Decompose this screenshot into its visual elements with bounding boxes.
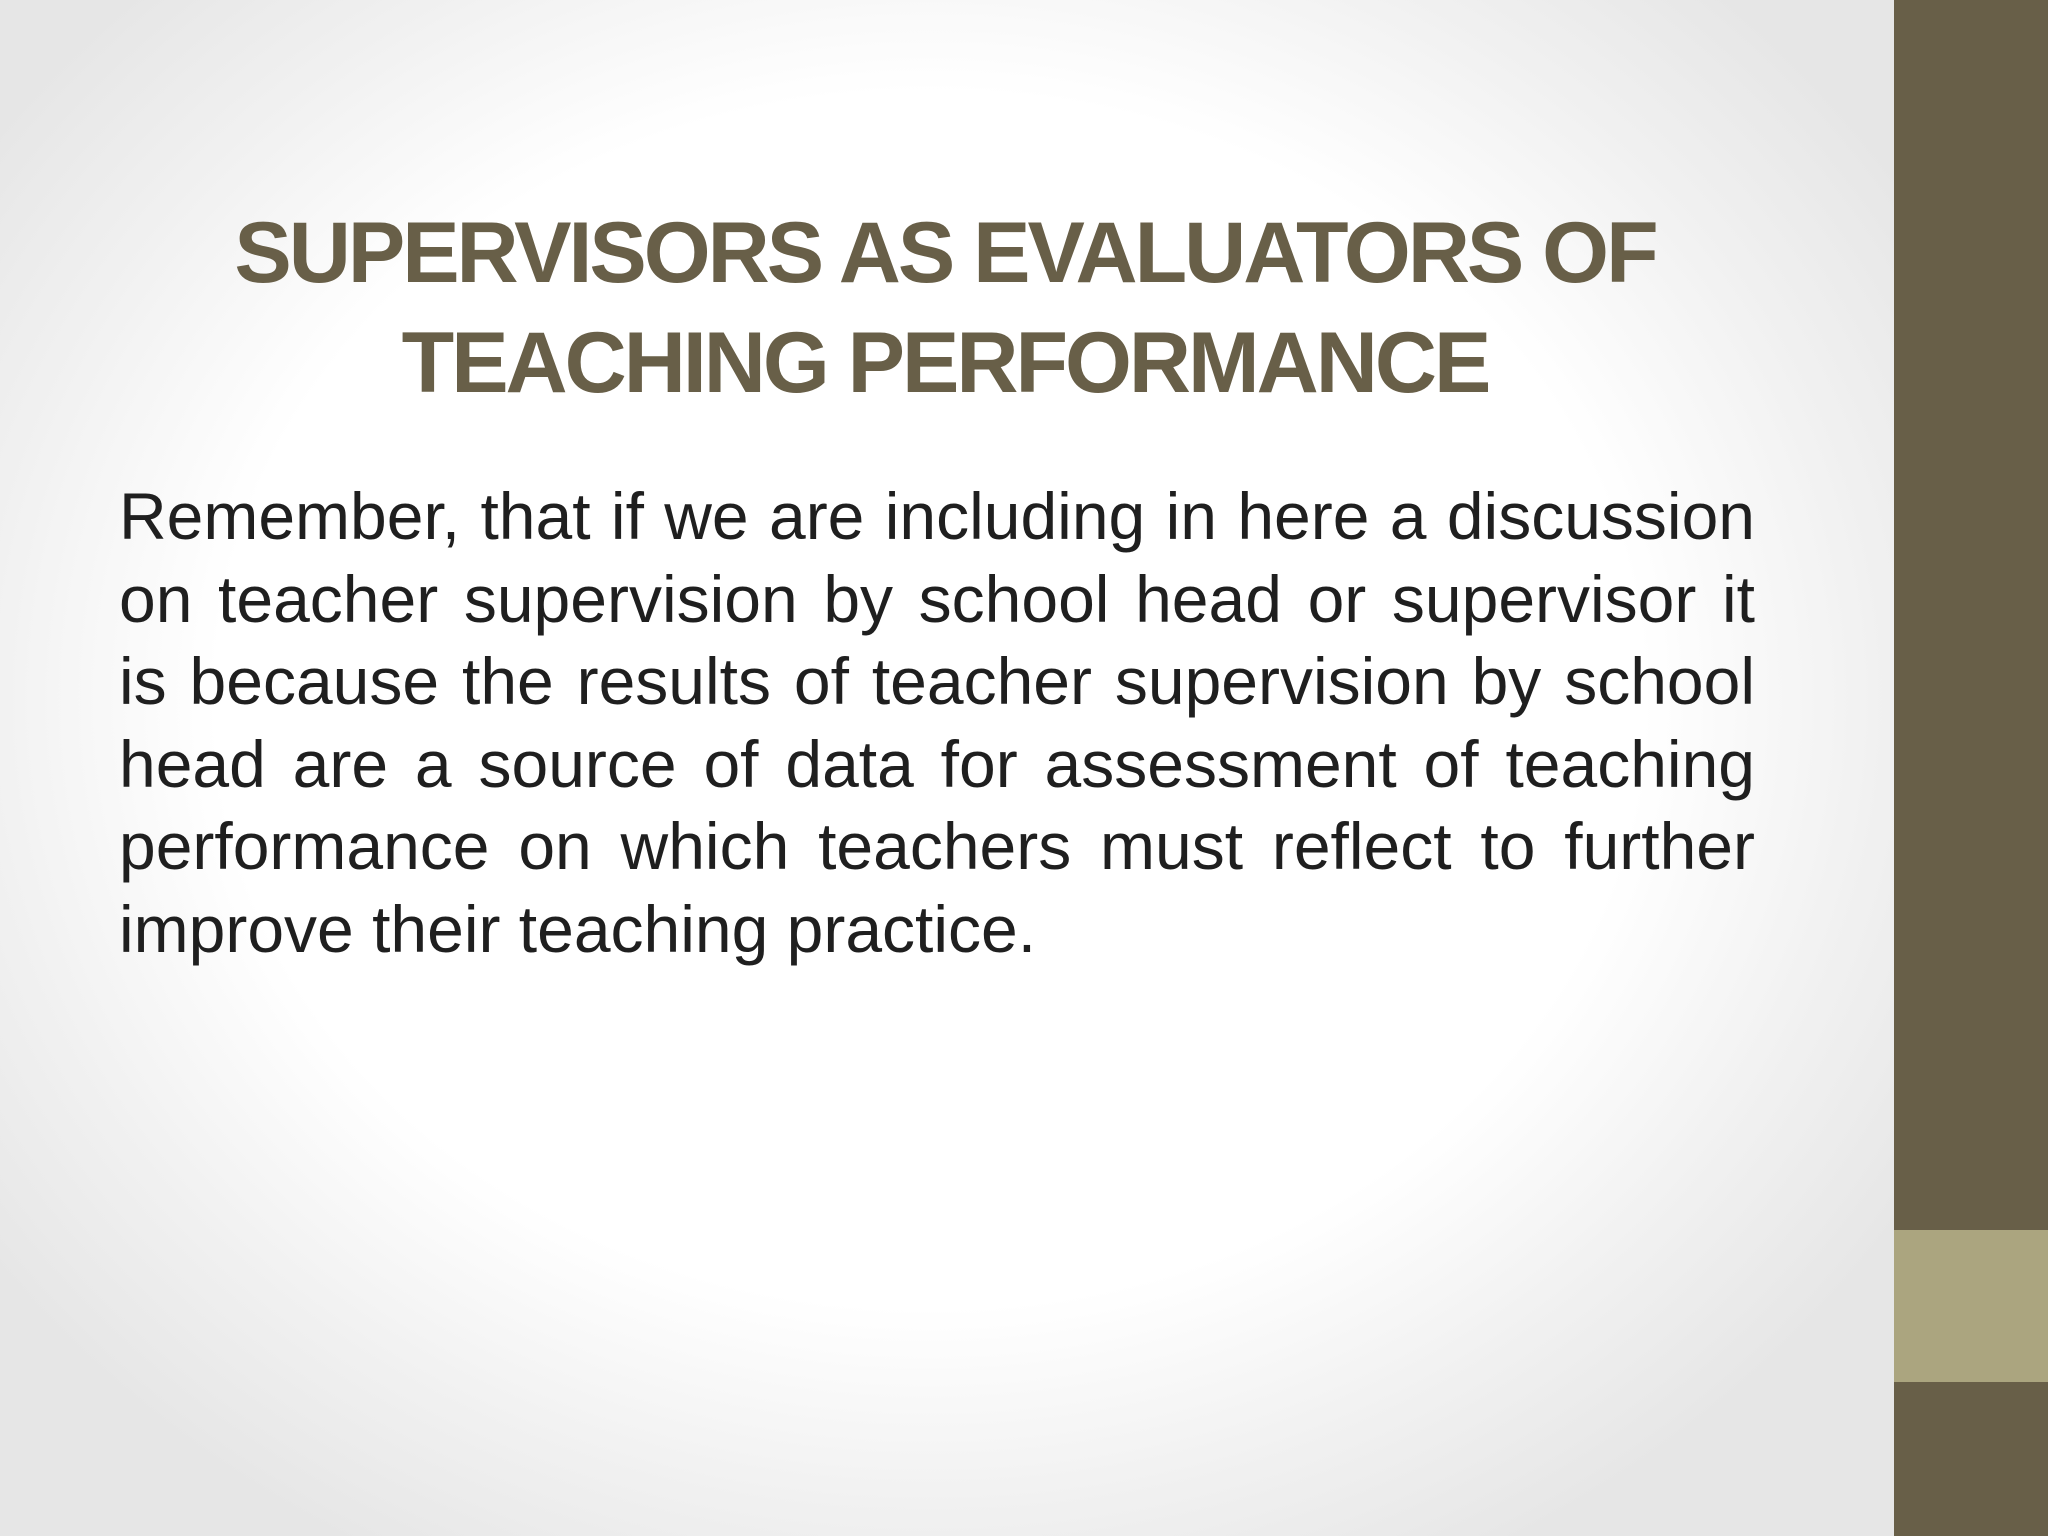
- slide-body-text: Remember, that if we are including in here a discussion on teacher supervision by school head or supervisor it is because the results of teacher supervision by school head are a source of data for assessment of teaching performance on which teachers must reflect to further improve their teaching practice.: [119, 479, 1755, 966]
- slide-title: SUPERVISORS AS EVALUATORS OF TEACHING PERFORMANCE: [234, 205, 1656, 411]
- side-accent-band: [1894, 1230, 2048, 1382]
